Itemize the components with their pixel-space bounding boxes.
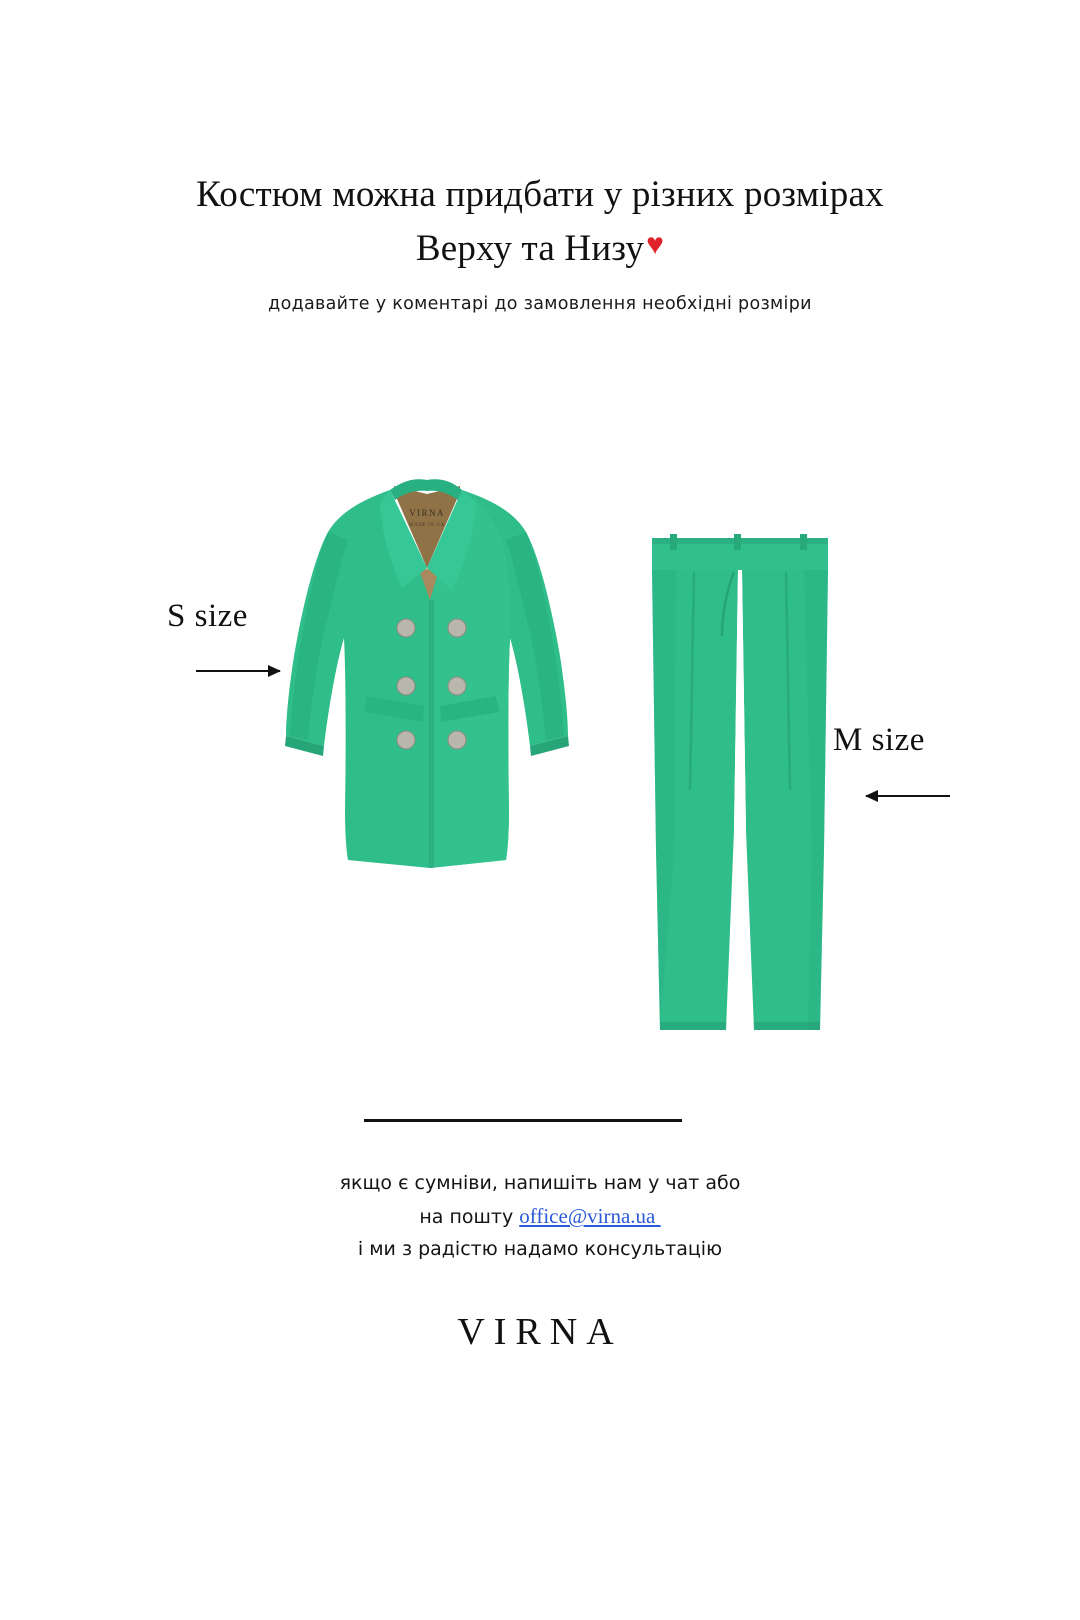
inner-label-text: VIRNA (409, 508, 445, 518)
page-title (0, 168, 1080, 275)
email-link[interactable]: office@virna.ua (519, 1204, 656, 1229)
trousers-image (630, 530, 850, 1060)
footer-line-2 (0, 1199, 1080, 1234)
size-label-bottom: M size (833, 722, 925, 758)
page-subtitle: додавайте у коментарі до замовлення необхідні розміри (268, 294, 812, 314)
size-label-top: S size (167, 598, 248, 634)
blazer-image (262, 450, 592, 880)
page-title-line-1: Костюм можна придбати у різних розмірах (196, 174, 884, 215)
svg-text:MADE IN UA: MADE IN UA (409, 523, 445, 528)
product-images (0, 440, 1080, 1080)
brand-logo: VIRNA (457, 1311, 623, 1353)
footer-line-3: і ми з радістю надамо консультацію (357, 1237, 723, 1260)
section-divider (364, 1119, 682, 1122)
footer-line-2-prefix: на пошту (419, 1206, 520, 1229)
heart-icon: ♥ (646, 227, 665, 261)
email-link-trailing-underline (655, 1204, 660, 1228)
page-title-line-2: Верху та Низу (415, 227, 645, 269)
footer-message (0, 1168, 1080, 1265)
footer-line-1: якщо є сумніви, напишіть нам у чат або (339, 1172, 741, 1194)
